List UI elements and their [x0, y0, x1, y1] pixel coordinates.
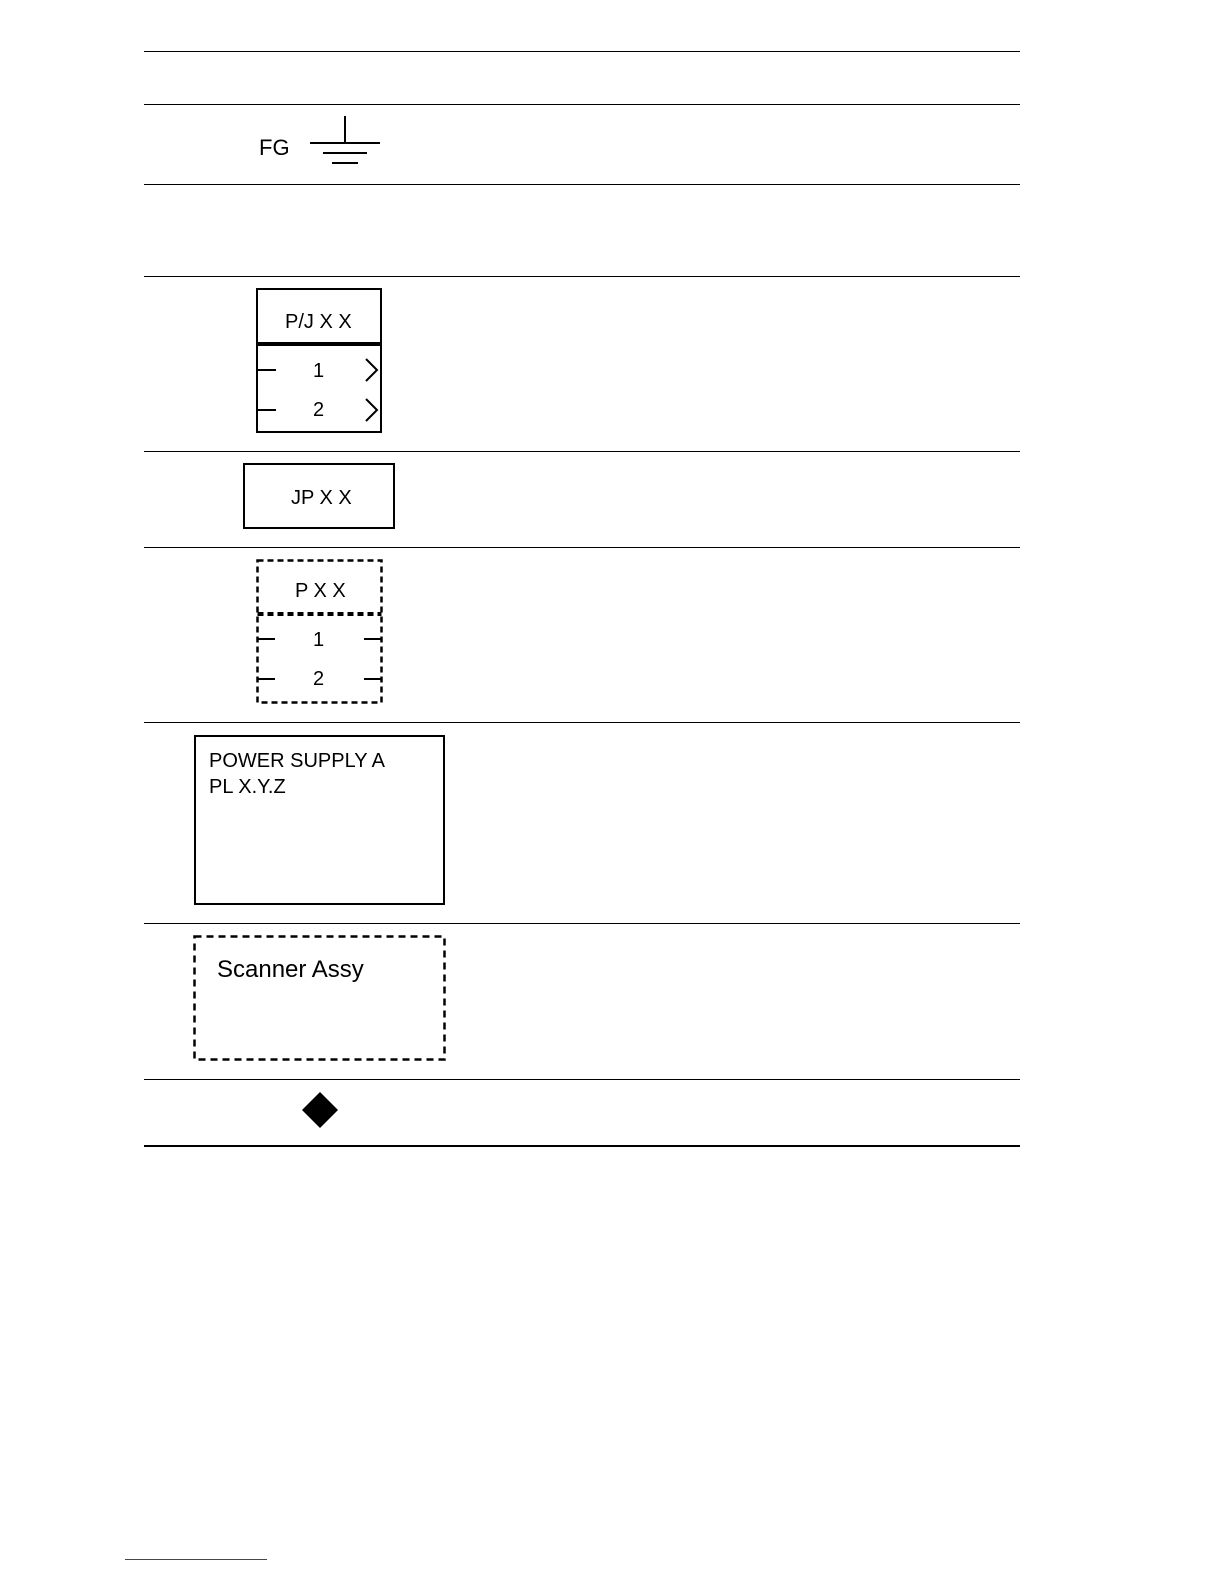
component-name: POWER SUPPLY A — [209, 750, 385, 772]
jumper-symbol — [243, 463, 395, 529]
table-rule-top — [144, 51, 1020, 52]
footer-rule — [125, 1559, 267, 1560]
plug-jack-symbol — [256, 288, 382, 433]
assembly-symbol — [193, 935, 446, 1061]
table-rule — [144, 276, 1020, 277]
table-rule — [144, 104, 1020, 105]
jumper-label: JP X X — [291, 487, 352, 509]
pin-marks-icon — [258, 346, 380, 433]
table-rule — [144, 451, 1020, 452]
table-rule — [144, 184, 1020, 185]
assembly-outline — [193, 935, 446, 1061]
assembly-label: Scanner Assy — [217, 956, 364, 983]
plug-jack-pin-2: 2 — [313, 399, 325, 421]
table-rule — [144, 722, 1020, 723]
ground-icon — [308, 116, 383, 168]
component-symbol — [194, 735, 445, 905]
frame-ground-label: FG — [259, 135, 290, 160]
plug-jack-label: P/J X X — [285, 311, 352, 333]
plug-dashed-symbol — [256, 559, 383, 704]
plug-dashed-label: P X X — [295, 580, 346, 602]
frame-ground-symbol — [258, 116, 383, 168]
plug-dashed-pin-1: 1 — [313, 629, 325, 651]
table-rule — [144, 547, 1020, 548]
diamond-marker-icon — [301, 1091, 339, 1129]
component-part-location: PL X.Y.Z — [209, 776, 286, 798]
plug-dashed-pin-2: 2 — [313, 668, 325, 690]
table-rule — [144, 1079, 1020, 1080]
table-rule — [144, 923, 1020, 924]
plug-jack-pin-1: 1 — [313, 360, 325, 382]
table-rule-bottom — [144, 1145, 1020, 1147]
